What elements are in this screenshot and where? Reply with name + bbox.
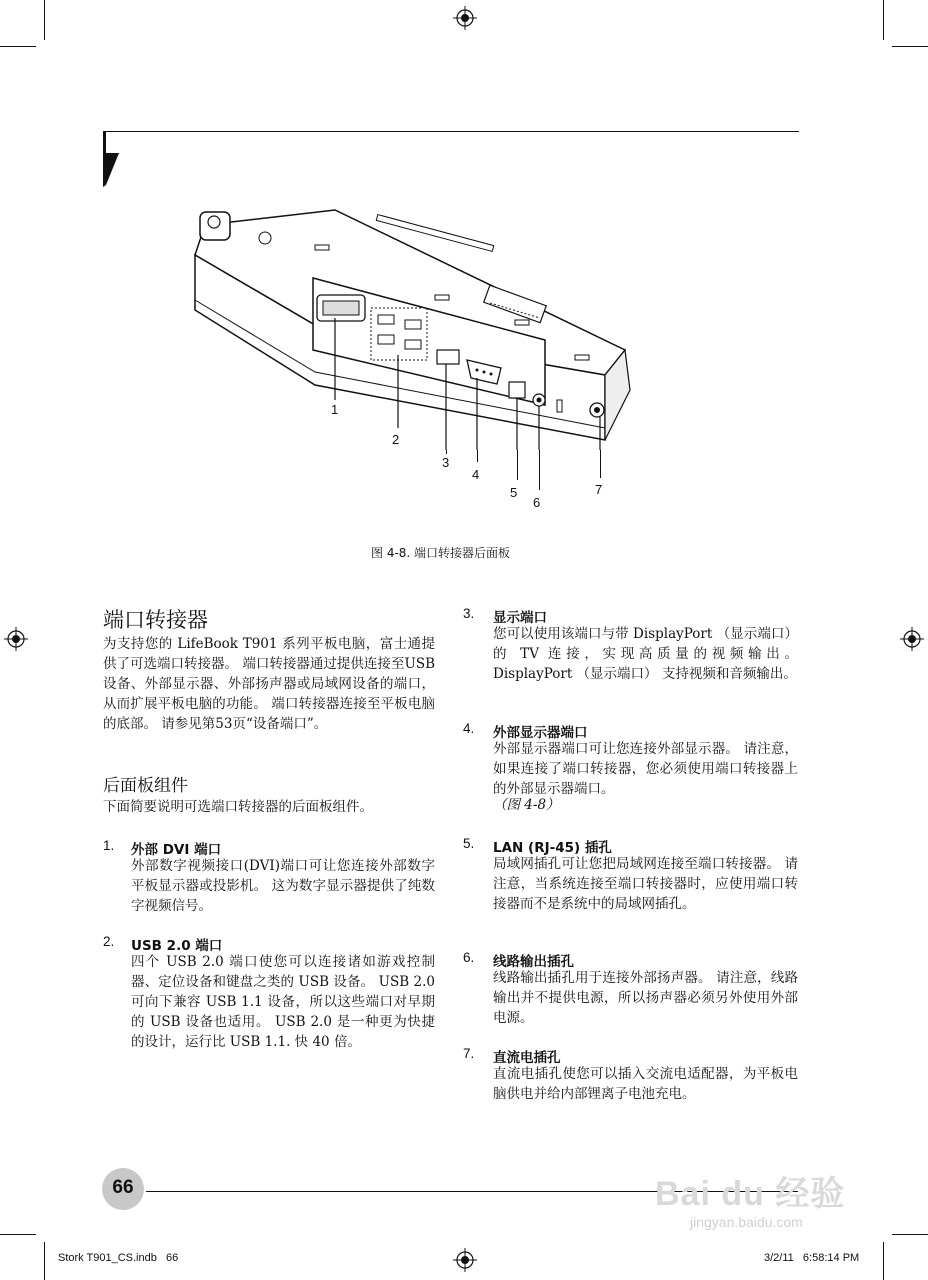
item-body: 外部数字视频接口(DVI)端口可让您连接外部数字平板显示器或投影机。 这为数字显示器提供了纯数字视频信号。 bbox=[131, 858, 435, 914]
registration-mark-icon bbox=[4, 627, 28, 651]
crop-mark bbox=[44, 0, 45, 40]
item-body: 局域网插孔可让您把局域网连接至端口转接器。 请注意，当系统连接至端口转接器时，应使用端口转接器而不是系统中的局域网插孔。 bbox=[493, 856, 798, 912]
item-number: 2. bbox=[103, 934, 115, 949]
callout-label: 7 bbox=[595, 482, 603, 497]
item-title: 外部 DVI 端口 bbox=[131, 842, 222, 858]
item-body: 四个 USB 2.0 端口使您可以连接诸如游戏控制器、定位设备和键盘之类的 USB 设备。 USB 2.0 可向下兼容 USB 1.1 设备，所以这些端口对早期的 USB 设备也适用。 USB 2.0 是一种更为快捷的设计，运行比 USB 1.1. 快 40 倍。 bbox=[131, 954, 435, 1050]
callout-leader bbox=[539, 450, 540, 490]
watermark-logo: Bai du 经验 bbox=[655, 1175, 846, 1213]
crop-mark bbox=[883, 0, 884, 40]
callout-label: 1 bbox=[331, 402, 339, 417]
callout-leader bbox=[600, 450, 601, 478]
watermark-url: jingyan.baidu.com bbox=[690, 1214, 803, 1230]
figure-caption: 图 4-8. 端口转接器后面板 bbox=[371, 546, 511, 560]
item-title: USB 2.0 端口 bbox=[131, 938, 223, 954]
registration-mark-icon bbox=[453, 1248, 477, 1272]
port-replicator-illustration bbox=[185, 200, 645, 450]
callout-leader bbox=[517, 450, 518, 480]
callout-label: 6 bbox=[533, 495, 541, 510]
crop-mark bbox=[892, 46, 928, 47]
callout-leader bbox=[446, 450, 447, 454]
item-body: 您可以使用该端口与带 DisplayPort （显示端口）的 TV 连接，实现高质量的视频输出。DisplayPort （显示端口） 支持视频和音频输出。 bbox=[493, 626, 798, 682]
file-name: Stork T901_CS.indb 66 bbox=[58, 1252, 179, 1264]
item-number: 3. bbox=[463, 606, 475, 621]
crop-mark bbox=[883, 1242, 884, 1280]
item-body: 外部显示器端口可让您连接外部显示器。 请注意，如果连接了端口转接器，您必须使用端口转接器上的外部显示器端口。 bbox=[493, 741, 798, 797]
item-body: 线路输出插孔用于连接外部扬声器。 请注意，线路输出并不提供电源，所以扬声器必须另外使用外部电源。 bbox=[493, 970, 798, 1026]
header-tab-marker bbox=[103, 131, 121, 187]
item-title: 外部显示器端口 bbox=[493, 725, 588, 741]
print-timestamp: 3/2/11 6:58:14 PM bbox=[764, 1252, 860, 1264]
registration-mark-icon bbox=[453, 6, 477, 30]
callout-leader bbox=[477, 450, 478, 462]
item-title: 线路输出插孔 bbox=[493, 954, 574, 970]
item-number: 5. bbox=[463, 836, 475, 851]
callout-label: 4 bbox=[472, 467, 480, 482]
item-title: LAN (RJ-45) 插孔 bbox=[493, 840, 612, 856]
intro-paragraph: 为支持您的 LifeBook T901 系列平板电脑，富士通提供了可选端口转接器。 端口转接器通过提供连接至USB设备、外部显示器、外部扬声器或局域网设备的端口，从而扩展平板电脑的功能。 端口转接器连接至平板电脑的底部。 请参见第53页“设备端口”。 bbox=[103, 636, 435, 732]
item-body: 直流电插孔使您可以插入交流电适配器，为平板电脑供电并给内部锂离子电池充电。 bbox=[493, 1066, 798, 1102]
item-number: 1. bbox=[103, 838, 115, 853]
item-title: 直流电插孔 bbox=[493, 1050, 561, 1066]
figure-reference: （图 4-8） bbox=[493, 797, 560, 813]
crop-mark bbox=[0, 46, 36, 47]
section-title: 端口转接器 bbox=[103, 608, 208, 632]
callout-label: 5 bbox=[510, 485, 518, 500]
registration-mark-icon bbox=[900, 627, 924, 651]
callout-label: 2 bbox=[392, 432, 400, 447]
header-rule bbox=[103, 131, 799, 132]
crop-mark bbox=[0, 1234, 36, 1235]
item-number: 4. bbox=[463, 721, 475, 736]
item-number: 7. bbox=[463, 1046, 475, 1061]
subsection-title: 后面板组件 bbox=[103, 776, 188, 796]
crop-mark bbox=[44, 1242, 45, 1280]
crop-mark bbox=[892, 1234, 928, 1235]
subsection-intro: 下面简要说明可选端口转接器的后面板组件。 bbox=[103, 799, 373, 815]
page-number: 66 bbox=[112, 1177, 134, 1198]
item-number: 6. bbox=[463, 950, 475, 965]
item-title: 显示端口 bbox=[493, 610, 547, 626]
callout-label: 3 bbox=[442, 455, 450, 470]
